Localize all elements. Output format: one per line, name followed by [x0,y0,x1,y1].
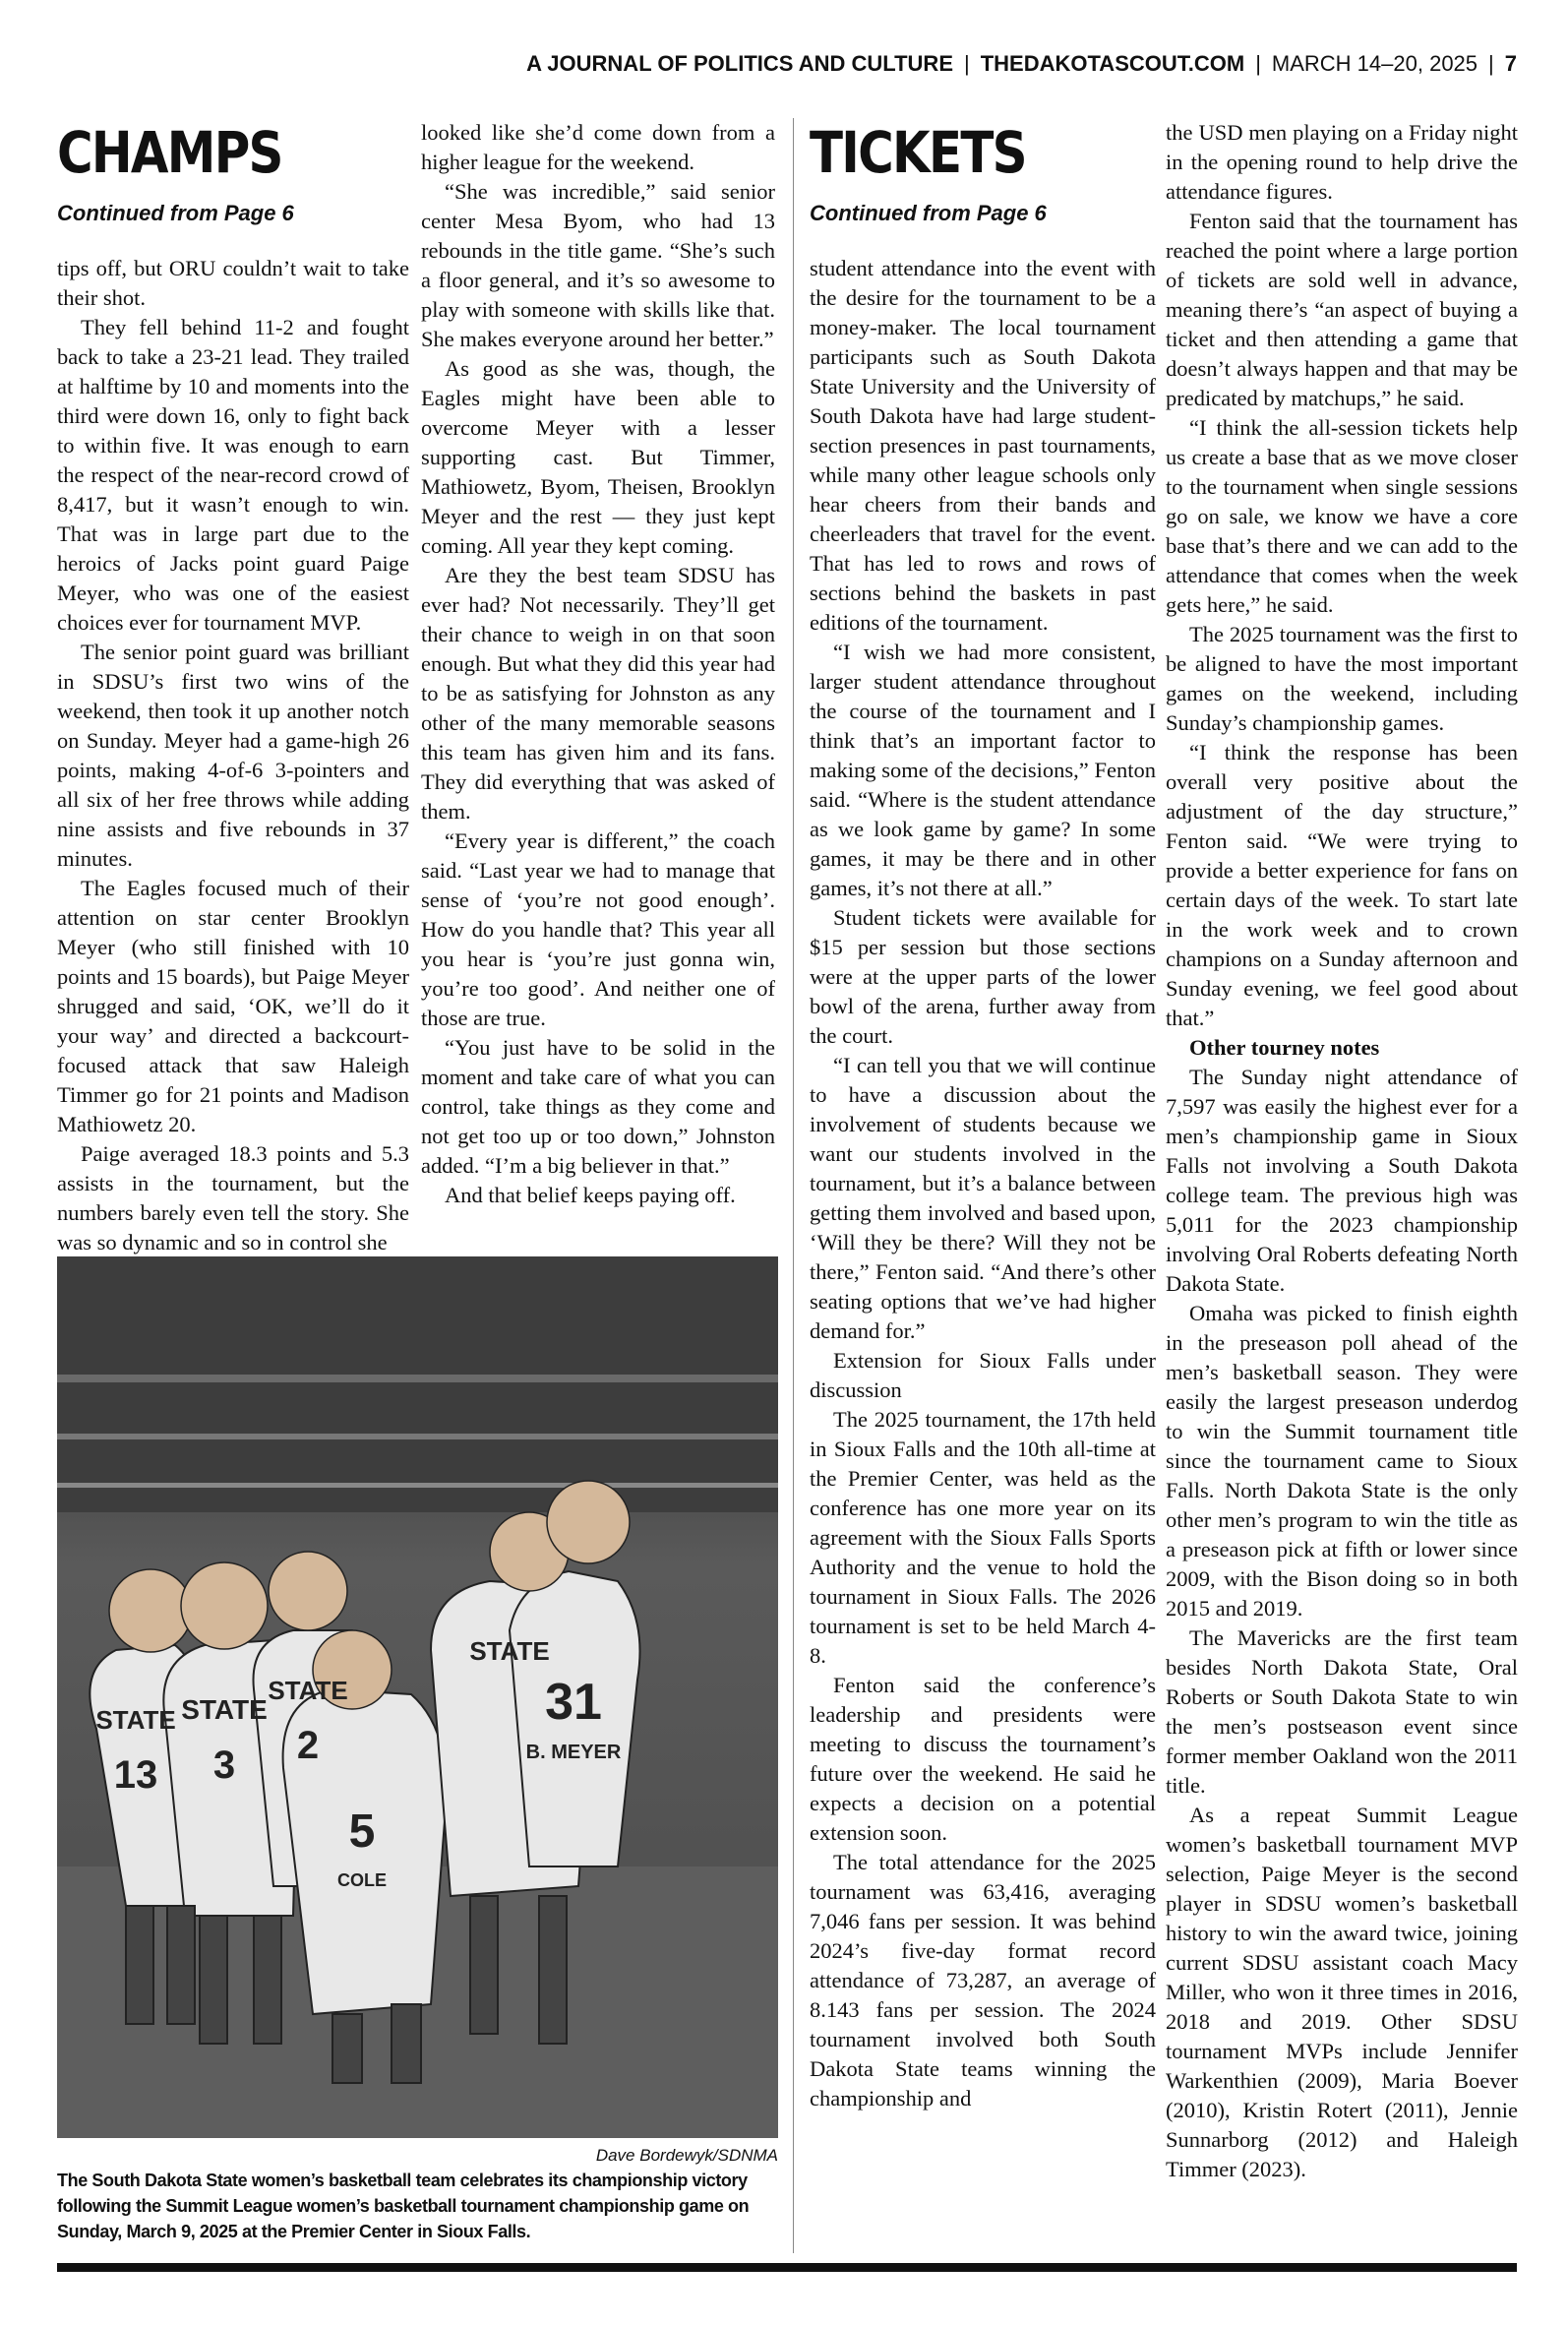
masthead-separator: | [1488,51,1494,76]
article-paragraph: They fell behind 11-2 and fought back to take a 23-21 lead. They trailed at halftime by 10 and moments into the third were down 16, only to fight back to within five. It was enough to earn the respect of the near-record crowd of 8,417, but it wasn’t enough to win. That was in large part due to the heroics of Jacks point guard Paige Meyer, who was one of the easiest choices ever for tournament MVP. [57,315,409,635]
article-paragraph: “She was incredible,” said senior center Mesa Byom, who had 13 rebounds in the title game. “She’s such a floor general, and it’s so awesome to play with someone with skills like that. She makes everyone around her better.” [421,179,775,351]
article-paragraph: looked like she’d come down from a higher league for the weekend. [421,120,775,174]
champs-column-2 [421,118,775,1240]
jersey-text: B. MEYER [525,1742,622,1763]
article-paragraph: Are they the best team SDSU has ever had? Not necessarily. They’ll get their chance to weigh in on that soon enough. But what they did this year had to be as satisfying for Johnston as any other of the many memorable seasons this team has given him and its fans. They did everything that was asked of them. [421,563,775,824]
masthead [295,51,1517,85]
masthead-separator: | [1255,51,1261,76]
publication-tagline: A JOURNAL OF POLITICS AND CULTURE [526,51,953,76]
section-subhead: Other tourney notes [1189,1035,1380,1060]
page-number: 7 [1504,51,1517,76]
photo-image [57,1256,778,2138]
jersey-text: STATE [95,1705,176,1735]
champs-column-1 [57,118,409,1254]
tickets-column-2 [1166,118,1518,2243]
jersey-text: STATE [181,1694,268,1725]
article-paragraph: Fenton said that the tournament has reached the point where a large portion of tickets are sold well in advance, meaning there’s “an aspect of buying a ticket and then attending a game that doesn’t always happen and that may be predicated by matchups,” he said. [1166,209,1518,410]
jersey-text: STATE [469,1636,550,1666]
column-divider [793,118,794,2253]
masthead-separator: | [964,51,970,76]
bottom-rule [57,2263,1517,2272]
article-paragraph: “You just have to be solid in the moment and take care of what you can control, take things as they come and not get too up or too down,” Johnston added. “I’m a big believer in that.” [421,1035,775,1178]
tickets-headline: TICKETS [810,119,1026,186]
article-paragraph: The senior point guard was brilliant in SDSU’s first two wins of the weekend, then took it up another notch on Sunday. Meyer had a game-high 26 points, making 4-of-6 3-pointers and all six of her free throws while adding nine assists and five rebounds in 37 minutes. [57,640,409,871]
tickets-column-1 [810,118,1156,2243]
jersey-number: 31 [545,1674,602,1731]
article-paragraph: The Sunday night attendance of 7,597 was easily the highest ever for a men’s championship game in Sioux Falls not involving a South Dakota college team. The previous high was 5,011 for the 2023 championship involving Oral Roberts defeating North Dakota State. [1166,1065,1518,1296]
article-paragraph: The Eagles focused much of their attention on star center Brooklyn Meyer (who still finished with 10 points and 15 boards), but Paige Meyer shrugged and said, ‘OK, we’ll do it your way’ and directed a backcourt-focused attack that saw Haleigh Timmer go for 21 points and Madison Mathiowetz 20. [57,876,409,1136]
article-paragraph: As a repeat Summit League women’s basketball tournament MVP selection, Paige Meyer is the second player in SDSU women’s basketball history to win the award twice, joining current SDSU assistant coach Macy Miller, who won it three times in 2016, 2018 and 2019. Other SDSU tournament MVPs include Jennifer Warkenthien (2009), Maria Boever (2010), Kristin Rotert (2011), Jennie Sunnarborg (2012) and Haleigh Timmer (2023). [1166,1803,1518,2181]
article-paragraph: The 2025 tournament was the first to be aligned to have the most important games on the weekend, including Sunday’s championship games. [1166,622,1518,735]
photo-credit: Dave Bordewyk/SDNMA [595,2146,778,2165]
article-paragraph: “I think the response has been overall very positive about the adjustment of the day structure,” Fenton said. “We were trying to provide a better experience for fans on certain days of the week. To start late in the work week and to crown champions on a Sunday afternoon and Sunday evening, we feel good about that.” [1166,740,1518,1030]
article-paragraph: The Mavericks are the first team besides North Dakota State, Oral Roberts or South Dakota State to win the men’s postseason event since former member Oakland won the 2011 title. [1166,1625,1518,1798]
jersey-text: COLE [336,1870,388,1890]
issue-date: MARCH 14–20, 2025 [1271,51,1478,76]
tickets-jump-line: Continued from Page 6 [810,201,1047,225]
article-paragraph: student attendance into the event with the desire for the tournament to be a money-maker. The local tournament participants such as South Dakota State University and the University of South Dakota have had large student-section presences in past tournaments, while many other league schools only hear cheers from their bands and cheerleaders that travel for the event. That has led to rows and rows of sections behind the baskets in past editions of the tournament. [810,256,1156,635]
jersey-text: STATE [268,1676,348,1705]
article-paragraph: tips off, but ORU couldn’t wait to take their shot. [57,256,409,310]
article-paragraph: Extension for Sioux Falls under discussion [810,1348,1156,1402]
photo-caption: The South Dakota State women’s basketball team celebrates its championship victory following the Summit League women’s basketball tournament championship game on Sunday, March 9, 2025 at the Premier Center in Sioux Falls. [57,2171,750,2241]
article-paragraph: The total attendance for the 2025 tournament was 63,416, averaging 7,046 fans per session. It was behind 2024’s five-day format record attendance of 73,287, an average of 8.143 fans per session. The 2024 tournament involved both South Dakota State teams winning the championship and [810,1850,1156,2111]
champs-jump-line: Continued from Page 6 [57,201,294,225]
article-paragraph: Fenton said the conference’s leadership and presidents were meeting to discuss the tournament’s future over the weekend. He said he expects a decision on a potential extension soon. [810,1673,1156,1845]
website-link[interactable]: THEDAKOTASCOUT.COM [980,51,1245,76]
article-paragraph: Paige averaged 18.3 points and 5.3 assists in the tournament, but the numbers barely even tell the story. She was so dynamic and so in control she [57,1141,409,1254]
team-celebration-photo [57,1256,778,2138]
article-paragraph: Omaha was picked to finish eighth in the preseason poll ahead of the men’s basketball season. They were easily the largest preseason underdog to win the Summit tournament title since the tournament came to Sioux Falls. North Dakota State is the only other men’s program to win the title as a preseason pick at fifth or lower since 2009, with the Bison doing so in both 2015 and 2019. [1166,1301,1518,1621]
article-paragraph: And that belief keeps paying off. [445,1183,736,1207]
jersey-number: 2 [296,1724,320,1767]
champs-headline: CHAMPS [57,119,282,186]
article-paragraph: “I can tell you that we will continue to have a discussion about the involvement of students because we want our students involved in the tournament, but it’s a balance between getting them involved and based upon, ‘Will they be there? Will they not be there,” Fenton said. “And there’s other seating options that we’ve had higher demand for.” [810,1053,1156,1343]
article-paragraph: Student tickets were available for $15 per session but those sections were at the upper parts of the lower bowl of the arena, further away from the court. [810,905,1156,1048]
article-paragraph: As good as she was, though, the Eagles might have been able to overcome Meyer with a lesser supporting cast. But Timmer, Mathiowetz, Byom, Theisen, Brooklyn Meyer and the rest — they just kept coming. All year they kept coming. [421,356,775,558]
article-paragraph: “I think the all-session tickets help us create a base that as we move closer to the tournament when single sessions go on sale, we know we have a core base that’s there and we can add to the attendance that comes when the week gets here,” he said. [1166,415,1518,617]
article-paragraph: “Every year is different,” the coach said. “Last year we had to manage that sense of ‘you’re not good enough’. How do you handle that? This year all you hear is ‘you’re just gonna win, you’re too good’. And neither one of those are true. [421,828,775,1030]
jersey-number: 5 [348,1805,376,1858]
jersey-number: 13 [113,1753,158,1797]
article-paragraph: the USD men playing on a Friday night in the opening round to help drive the attendance figures. [1166,120,1518,204]
article-paragraph: The 2025 tournament, the 17th held in Sioux Falls and the 10th all-time at the Premier Center, was held as the conference has one more year on its agreement with the Sioux Falls Sports Authority and the venue to hold the tournament in Sioux Falls. The 2026 tournament is set to be held March 4-8. [810,1407,1156,1668]
jersey-number: 3 [212,1744,236,1787]
article-paragraph: “I wish we had more consistent, larger student attendance throughout the course of the tournament and I think that’s an important factor to making some of the decisions,” Fenton said. “Where is the student attendance as we look game by game? In some games, it may be there and in other games, it’s not there at all.” [810,640,1156,900]
